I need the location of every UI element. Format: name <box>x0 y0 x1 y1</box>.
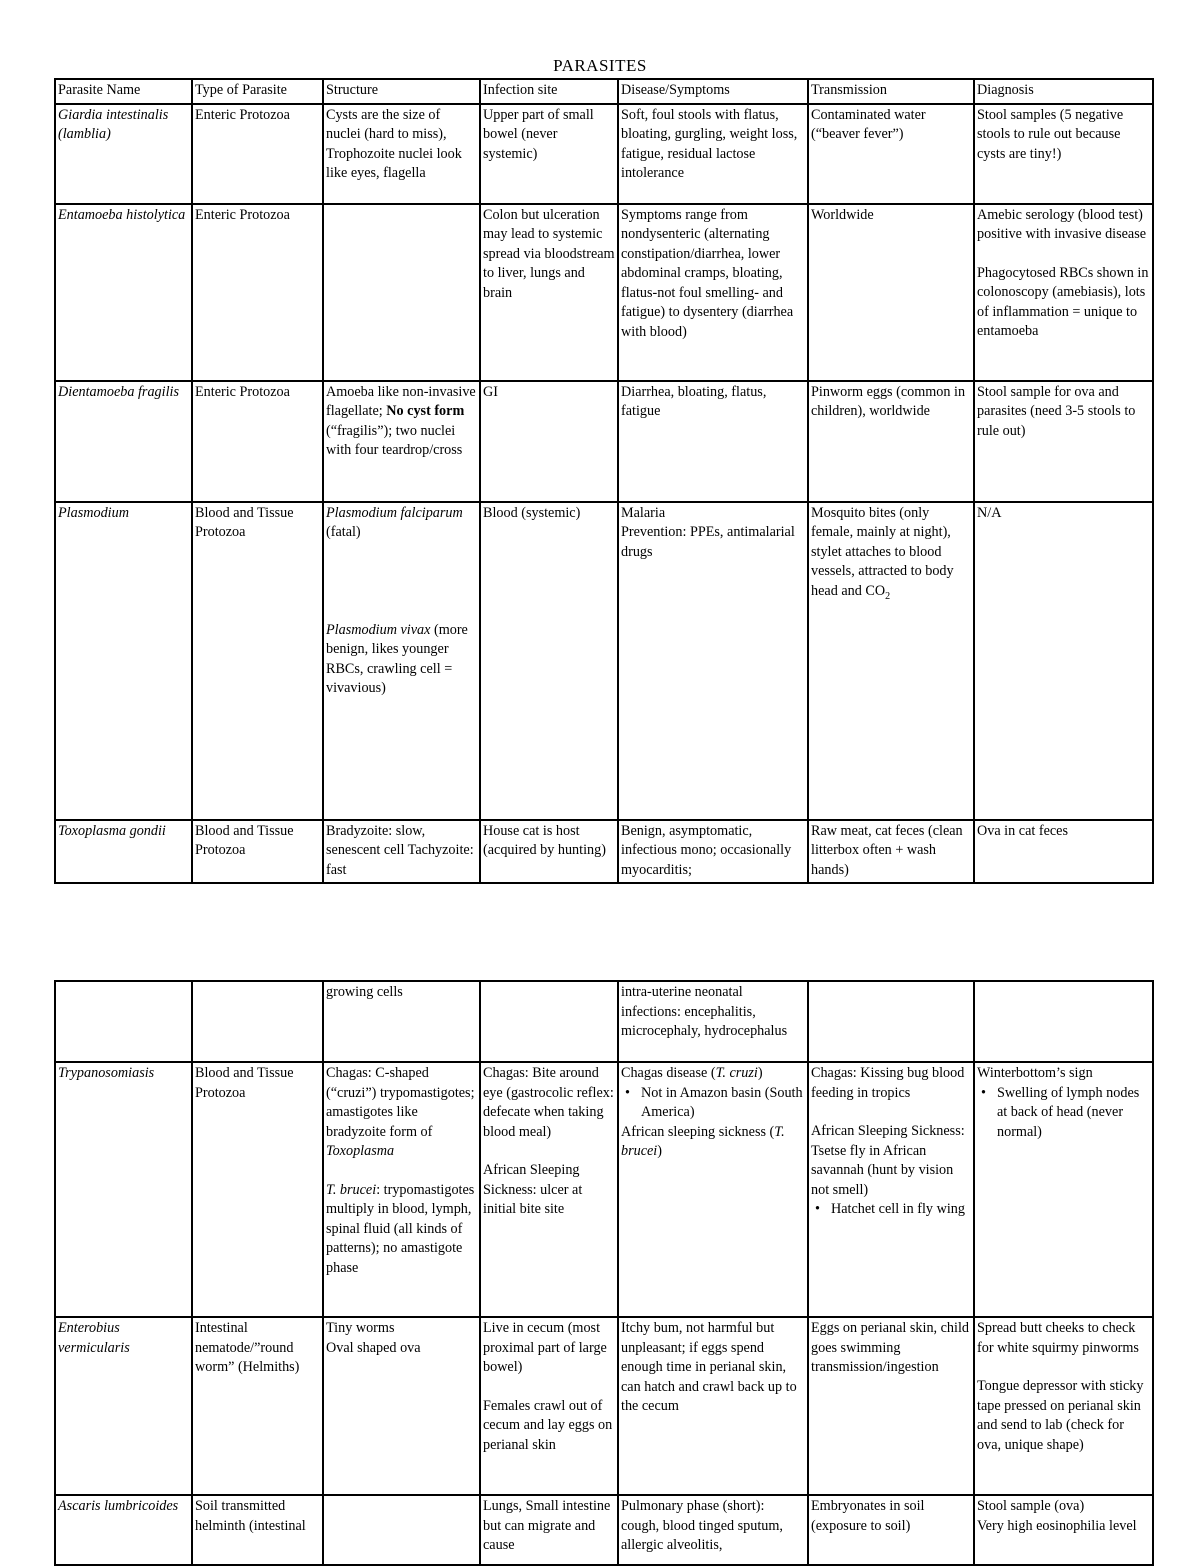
transmission-cell: Embryonates in soil (exposure to soil) <box>808 1495 974 1565</box>
diagnosis-cell: Ova in cat feces <box>974 820 1153 884</box>
structure-cell: Cysts are the size of nuclei (hard to miss), Trophozoite nuclei look like eyes, flagella <box>323 104 480 204</box>
type-cell: Blood and Tissue Protozoa <box>192 820 323 884</box>
structure-cell <box>323 204 480 381</box>
diagnosis-line: Winterbottom’s sign <box>977 1065 1093 1081</box>
structure-bold-text: No cyst form <box>386 403 465 419</box>
table-row-entamoeba <box>55 204 1153 381</box>
disease-cell <box>618 502 808 820</box>
diagnosis-cell <box>974 1317 1153 1495</box>
parasite-name-cell: Entamoeba histolytica <box>55 204 192 381</box>
header-row <box>55 79 1153 104</box>
structure-cell: Bradyzoite: slow, senescent cell Tachyzoite: fast <box>323 820 480 884</box>
diagnosis-paragraph: Tongue depressor with sticky tape pressed on perianal skin and send to lab (check for ova, unique shape) <box>977 1378 1144 1453</box>
structure-text: (“fragilis”); two nuclei with four teardrop/cross <box>326 422 463 458</box>
structure-text: Chagas: C-shaped (“cruzi”) trypomastigotes; amastigotes like bradyzoite form of <box>326 1065 475 1140</box>
parasite-name-cell: Plasmodium <box>55 502 192 820</box>
header-cell: Transmission <box>808 79 974 104</box>
transmission-cell <box>808 502 974 820</box>
parasite-name-cell: Ascaris lumbricoides <box>55 1495 192 1565</box>
parasite-name-cell: Toxoplasma gondii <box>55 820 192 884</box>
diagnosis-paragraph: Spread butt cheeks to check for white squirmy pinworms <box>977 1320 1139 1356</box>
disease-line <box>621 1123 805 1162</box>
disease-text: African sleeping sickness ( <box>621 1123 775 1140</box>
header-cell: Diagnosis <box>974 79 1153 104</box>
diagnosis-bullet-list <box>977 1084 1150 1143</box>
transmission-cell: Worldwide <box>808 204 974 381</box>
table-row-ascaris <box>55 1495 1153 1565</box>
type-cell: Enteric Protozoa <box>192 104 323 204</box>
transmission-cell: Pinworm eggs (common in children), worldwide <box>808 381 974 502</box>
disease-cell: Soft, foul stools with flatus, bloating, gurgling, weight loss, fatigue, residual lactose intolerance <box>618 104 808 204</box>
structure-cell <box>323 1317 480 1495</box>
type-cell: Enteric Protozoa <box>192 204 323 381</box>
structure-text: (fatal) <box>326 524 361 540</box>
disease-cell: Itchy bum, not harmful but unpleasant; if eggs spend enough time in perianal skin, can hatch and crawl back up to the cecum <box>618 1317 808 1495</box>
table-row-toxoplasma <box>55 820 1153 884</box>
disease-line <box>621 1064 805 1084</box>
disease-cell: Benign, asymptomatic, infectious mono; occasionally myocarditis; <box>618 820 808 884</box>
disease-bullet-list <box>621 1084 805 1123</box>
species-name: Plasmodium vivax <box>326 621 431 638</box>
disease-line: Malaria <box>621 504 666 521</box>
parasite-name-cell: Giardia intestinalis (lamblia) <box>55 104 192 204</box>
disease-cell: Symptoms range from nondysenteric (alternating constipation/diarrhea, lower abdominal cramps, bloating, flatus-not foul smelling- and fatigue) to dysentery (diarrhea with blood) <box>618 204 808 381</box>
transmission-cell <box>808 1062 974 1317</box>
parasite-name-cell: Dientamoeba fragilis <box>55 381 192 502</box>
site-paragraph: African Sleeping Sickness: ulcer at initial bite site <box>483 1162 583 1217</box>
site-paragraph: Chagas: Bite around eye (gastrocolic reflex: defecate when taking blood meal) <box>483 1065 614 1140</box>
parasite-name-cell: Trypanosomiasis <box>55 1062 192 1317</box>
site-cell: Lungs, Small intestine but can migrate and cause <box>480 1495 618 1565</box>
type-cell: Soil transmitted helminth (intestinal <box>192 1495 323 1565</box>
diagnosis-line: Stool sample (ova) <box>977 1498 1085 1514</box>
site-cell <box>480 1317 618 1495</box>
structure-line: Oval shaped ova <box>326 1339 421 1356</box>
disease-text: Chagas disease ( <box>621 1065 716 1081</box>
structure-paragraph <box>326 504 477 543</box>
empty-cell <box>55 981 192 1062</box>
diagnosis-paragraph: Phagocytosed RBCs shown in colonoscopy (amebiasis), lots of inflammation = unique to entamoeba <box>977 264 1149 339</box>
structure-text: : trypomastigotes multiply in blood, lymph, spinal fluid (all kinds of patterns); no amastigote phase <box>326 1181 475 1276</box>
table-row-enterobius <box>55 1317 1153 1495</box>
site-cell: Colon but ulceration may lead to systemic spread via bloodstream to liver, lungs and brain <box>480 204 618 381</box>
table-row-plasmodium <box>55 502 1153 820</box>
table-row-continued <box>55 981 1153 1062</box>
disease-cell: intra-uterine neonatal infections: encephalitis, microcephaly, hydrocephalus <box>618 981 808 1062</box>
structure-text: Amoeba like non-invasive flagellate; <box>326 383 476 419</box>
structure-cell: growing cells <box>323 981 480 1062</box>
bullet-item: • Hatchet cell in fly wing <box>831 1200 971 1220</box>
structure-cell <box>323 502 480 820</box>
diagnosis-paragraph: Amebic serology (blood test) positive with invasive disease <box>977 206 1147 242</box>
disease-text: ) <box>657 1143 662 1159</box>
disease-cell: Diarrhea, bloating, flatus, fatigue <box>618 381 808 502</box>
species-name: Toxoplasma <box>326 1143 395 1159</box>
subscript: 2 <box>885 590 891 602</box>
diagnosis-cell <box>974 1062 1153 1317</box>
transmission-cell: Eggs on perianal skin, child goes swimming transmission/ingestion <box>808 1317 974 1495</box>
table-row-trypanosomiasis <box>55 1062 1153 1317</box>
transmission-cell: Contaminated water (“beaver fever”) <box>808 104 974 204</box>
structure-cell <box>323 1495 480 1565</box>
species-name: Plasmodium falciparum <box>326 504 463 521</box>
diagnosis-cell <box>974 1495 1153 1565</box>
bullet-item: • Swelling of lymph nodes at back of head (never normal) <box>997 1084 1150 1143</box>
site-cell <box>480 1062 618 1317</box>
diagnosis-cell: N/A <box>974 502 1153 820</box>
diagnosis-line: Very high eosinophilia level <box>977 1517 1137 1534</box>
disease-text: ) <box>757 1065 763 1081</box>
transmission-bullet-list <box>811 1200 971 1220</box>
type-cell: Intestinal nematode/”round worm” (Helmiths) <box>192 1317 323 1495</box>
diagnosis-cell <box>974 204 1153 381</box>
empty-cell <box>192 981 323 1062</box>
species-name: T. cruzi <box>715 1065 758 1081</box>
site-cell: Upper part of small bowel (never systemic) <box>480 104 618 204</box>
empty-cell <box>974 981 1153 1062</box>
table-row-dientamoeba <box>55 381 1153 502</box>
site-cell: Blood (systemic) <box>480 502 618 820</box>
empty-cell <box>480 981 618 1062</box>
bullet-item: • Not in Amazon basin (South America) <box>641 1084 805 1123</box>
structure-cell <box>323 1062 480 1317</box>
site-cell: House cat is host (acquired by hunting) <box>480 820 618 884</box>
species-name: T. brucei <box>621 1123 785 1159</box>
structure-paragraph <box>326 1064 477 1162</box>
diagnosis-cell: Stool sample for ova and parasites (need 3-5 stools to rule out) <box>974 381 1153 502</box>
transmission-cell: Raw meat, cat feces (clean litterbox often + wash hands) <box>808 820 974 884</box>
page-title: PARASITES <box>553 56 647 75</box>
structure-text: (more benign, likes younger RBCs, crawling cell = vivavious) <box>326 621 468 696</box>
parasites-table-page-2 <box>54 980 1154 1566</box>
structure-cell <box>323 381 480 502</box>
structure-paragraph <box>326 1181 477 1279</box>
type-cell: Blood and Tissue Protozoa <box>192 1062 323 1317</box>
disease-line: Prevention: PPEs, antimalarial drugs <box>621 524 795 560</box>
parasites-table-page-1 <box>54 78 1154 884</box>
header-cell: Type of Parasite <box>192 79 323 104</box>
type-cell: Blood and Tissue Protozoa <box>192 502 323 820</box>
parasite-name-cell: Enterobius vermicularis <box>55 1317 192 1495</box>
header-cell: Structure <box>323 79 480 104</box>
header-cell: Parasite Name <box>55 79 192 104</box>
empty-cell <box>808 981 974 1062</box>
transmission-paragraph: African Sleeping Sickness: Tsetse fly in African savannah (hunt by vision not smell) <box>811 1123 965 1198</box>
header-cell: Infection site <box>480 79 618 104</box>
species-name: T. brucei <box>326 1181 377 1198</box>
type-cell: Enteric Protozoa <box>192 381 323 502</box>
diagnosis-cell: Stool samples (5 negative stools to rule out because cysts are tiny!) <box>974 104 1153 204</box>
transmission-text: Mosquito bites (only female, mainly at night), stylet attaches to blood vessels, attracted to body head and CO <box>811 504 954 599</box>
disease-cell: Pulmonary phase (short): cough, blood tinged sputum, allergic alveolitis, <box>618 1495 808 1565</box>
structure-paragraph <box>326 621 477 699</box>
site-paragraph: Females crawl out of cecum and lay eggs on perianal skin <box>483 1397 613 1453</box>
site-paragraph: Live in cecum (most proximal part of large bowel) <box>483 1320 607 1375</box>
structure-line: Tiny worms <box>326 1320 395 1336</box>
header-cell: Disease/Symptoms <box>618 79 808 104</box>
disease-cell <box>618 1062 808 1317</box>
site-cell: GI <box>480 381 618 502</box>
table-row-giardia <box>55 104 1153 204</box>
transmission-paragraph: Chagas: Kissing bug blood feeding in tropics <box>811 1065 965 1101</box>
